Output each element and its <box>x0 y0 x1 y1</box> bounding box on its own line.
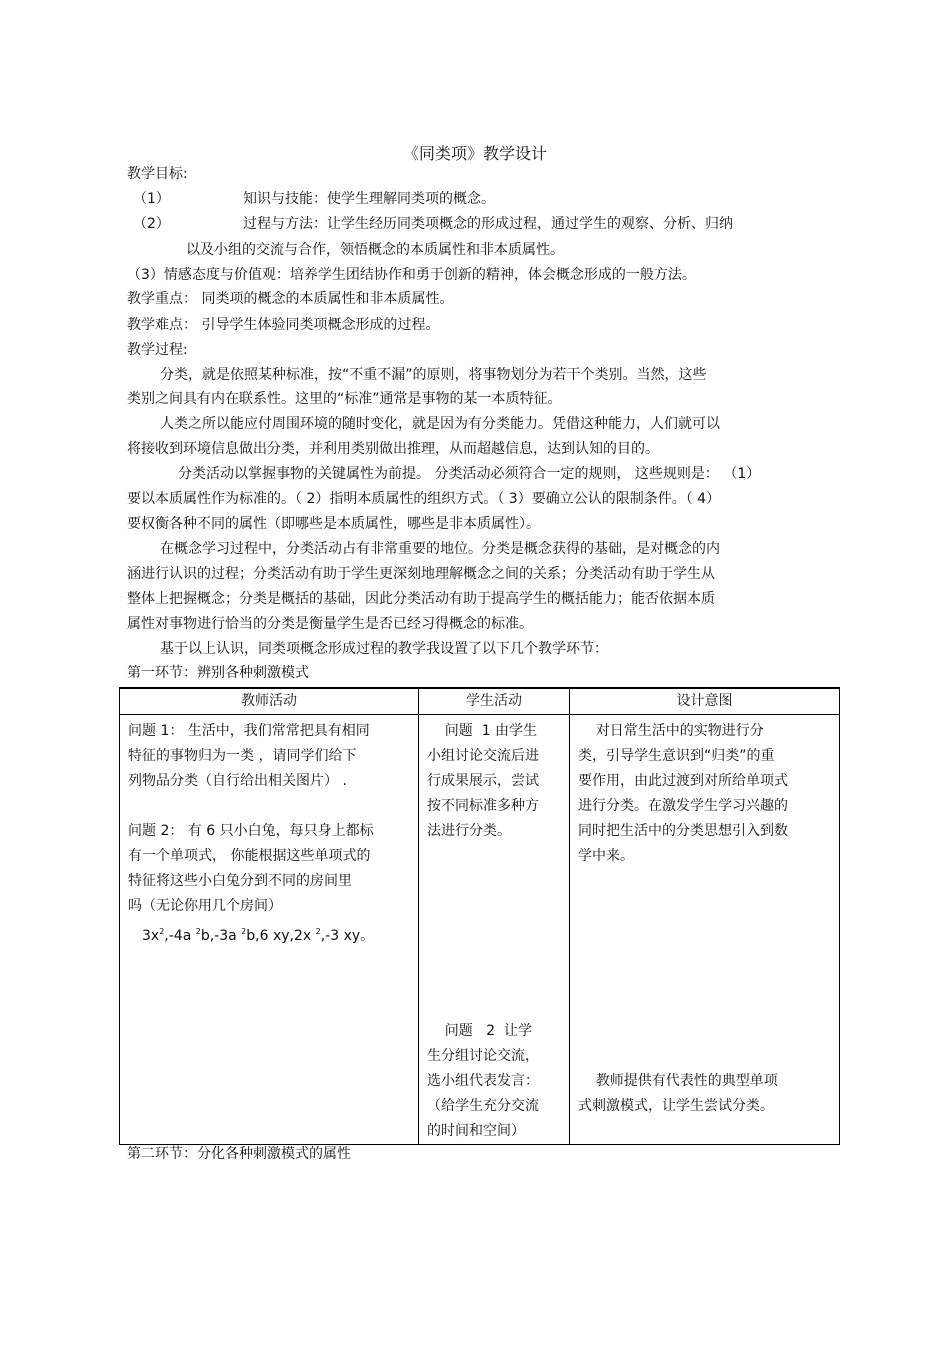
process-heading: 教学过程: <box>127 342 188 358</box>
document-title: 《同类项》教学设计 <box>402 144 547 163</box>
objective-2-cont: 以及小组的交流与合作，领悟概念的本质属性和非本质属性。 <box>186 242 564 258</box>
student-s2-line: 的时间和空间） <box>427 1123 525 1139</box>
teacher-q1-line: 特征的事物归为一类 ，请同学们给下 <box>128 748 357 764</box>
header-design-intent: 设计意图 <box>570 688 840 715</box>
intent-i1-line: 对日常生活中的实物进行分 <box>578 723 764 739</box>
teacher-q2-line: 问题 2： 有 6 只小白兔，每只身上都标 <box>128 823 374 839</box>
teacher-q2-line: 有一个单项式， 你能根据这些单项式的 <box>128 848 371 864</box>
student-s1-line: 行成果展示，尝试 <box>427 773 539 789</box>
para-5-line-1: 基于以上认识，同类项概念形成过程的教学我设置了以下几个教学环节： <box>160 641 608 657</box>
para-3-line-1: 分类活动以掌握事物的关键属性为前提。 分类活动必须符合一定的规则， 这些规则是： （1） <box>178 466 761 482</box>
objective-2-text: 过程与方法：让学生经历同类项概念的形成过程，通过学生的观察、分析、归纳 <box>243 216 733 232</box>
objective-3 <box>127 266 696 284</box>
difficulty: 教学难点： 引导学生体验同类项概念形成的过程。 <box>127 317 440 333</box>
student-s2-line: （给学生充分交流 <box>427 1098 539 1114</box>
intent-i2-line: 式刺激模式，让学生尝试分类。 <box>578 1098 774 1114</box>
teacher-q2-line: 吗（无论你用几个房间） <box>128 898 282 914</box>
para-3-line-3: 要权衡各种不同的属性（即哪些是本质属性，哪些是非本质属性）。 <box>127 516 540 532</box>
student-s2-line: 生分组讨论交流， <box>427 1048 539 1064</box>
para-1-line-1: 分类，就是依照某种标准，按“不重不漏”的原则，将事物划分为若干个类别。当然，这些 <box>160 367 707 383</box>
objective-3-num: （3） <box>127 267 164 283</box>
para-4-line-1: 在概念学习过程中，分类活动占有非常重要的地位。分类是概念获得的基础，是对概念的内 <box>160 541 720 557</box>
lesson-plan-table <box>119 687 840 1145</box>
objective-1-text: 知识与技能：使学生理解同类项的概念。 <box>243 191 495 207</box>
intent-i1-line: 要作用，由此过渡到对所给单项式 <box>578 773 788 789</box>
key-point: 教学重点： 同类项的概念的本质属性和非本质属性。 <box>127 291 454 307</box>
teacher-q2-line: 特征将这些小白兔分到不同的房间里 <box>128 873 352 889</box>
design-intent-cell <box>570 715 840 1145</box>
intent-i1-line: 同时把生活中的分类思想引入到数 <box>578 823 788 839</box>
teacher-activity-cell <box>120 715 419 1145</box>
header-student-activity: 学生活动 <box>419 688 570 715</box>
teacher-q1-line: 问题 1： 生活中，我们常常把具有相同 <box>128 723 370 739</box>
intent-i1-line: 进行分类。在激发学生学习兴趣的 <box>578 798 788 814</box>
para-2-line-2: 将接收到环境信息做出分类，并利用类别做出推理，从而超越信息，达到认知的目的。 <box>127 441 659 457</box>
header-teacher-activity: 教师活动 <box>120 688 419 715</box>
student-s1-line: 小组讨论交流后进 <box>427 748 539 764</box>
objective-3-text: 情感态度与价值观：培养学生团结协作和勇于创新的精神，体会概念形成的一般方法。 <box>163 267 696 283</box>
section-2-heading: 第二环节：分化各种刺激模式的属性 <box>127 1146 351 1162</box>
section-1-heading: 第一环节：辨别各种刺激模式 <box>127 665 309 681</box>
teacher-q1-line: 列物品分类（自行给出相关图片） . <box>128 773 347 789</box>
objective-1-num: （1） <box>133 191 170 207</box>
intent-i2-line: 教师提供有代表性的典型单项 <box>578 1073 778 1089</box>
para-4-line-3: 整体上把握概念；分类是概括的基础，因此分类活动有助于提高学生的概括能力；能否依据本质 <box>127 591 715 607</box>
student-s1-line: 问题 1 由学生 <box>427 723 538 739</box>
para-2-line-1: 人类之所以能应付周围环境的随时变化，就是因为有分类能力。凭借这种能力，人们就可以 <box>160 416 720 432</box>
student-s1-line: 法进行分类。 <box>427 823 511 839</box>
student-s2-line: 问题 2 让学 <box>427 1023 532 1039</box>
para-4-line-2: 涵进行认识的过程；分类活动有助于学生更深刻地理解概念之间的关系；分类活动有助于学生从 <box>127 566 715 582</box>
intent-i1-line: 类，引导学生意识到“归类”的重 <box>578 748 775 764</box>
para-4-line-4: 属性对事物进行恰当的分类是衡量学生是否已经习得概念的标准。 <box>127 616 533 632</box>
student-s2-line: 选小组代表发言： <box>427 1073 539 1089</box>
student-s1-line: 按不同标准多种方 <box>427 798 539 814</box>
monomial-formula: $3x^2,-4a$ $^2$b,-3a $^2$b,6 xy,2x $^2$,-3 xy。 <box>142 927 375 944</box>
objectives-heading: 教学目标: <box>127 166 188 182</box>
para-3-line-2: 要以本质属性作为标准的。（ 2）指明本质属性的组织方式。（ 3）要确立公认的限制条件。（ 4） <box>127 491 721 507</box>
student-activity-cell <box>419 715 570 1145</box>
objective-2-num: （2） <box>133 216 170 232</box>
intent-i1-line: 学中来。 <box>578 848 634 864</box>
para-1-line-2: 类别之间具有内在联系性。这里的“标准”通常是事物的某一本质特征。 <box>127 391 562 407</box>
